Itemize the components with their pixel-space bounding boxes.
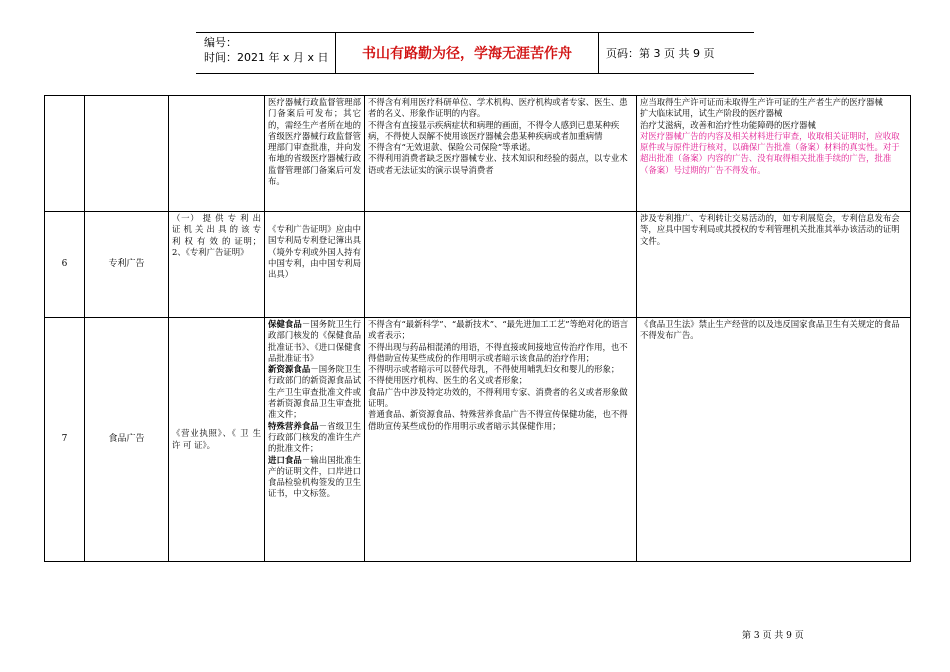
- page-footer: 第 3 页 共 9 页: [742, 631, 804, 641]
- prohibited-content: [365, 212, 637, 318]
- header-page-info: 页码：第 3 页 共 9 页: [606, 47, 715, 60]
- basis-text: －国务院卫生行政部门的新资源食品试生产卫生审查批准文件或者新资源食品卫生审查批准文件；: [268, 364, 361, 420]
- prohibit-item: 不得利用消费者缺乏医疗器械专业、技术知识和经验的弱点，以专业术语或者无法证实的演示误导消费者: [368, 153, 628, 175]
- prohibit-item: 不得含有“最新科学”、“最新技术”、“最先进加工工艺”等绝对化的语言或者表示；: [368, 319, 629, 341]
- notes: [637, 96, 911, 212]
- prohibit-item: 不得出现与药品相混淆的用语，不得直接或间接地宣传治疗作用，也不得借助宣传某些成份的作用明示或者暗示该食品的治疗作用；: [368, 341, 628, 363]
- ad-type: [85, 96, 169, 212]
- basis-category: 新资源食品: [268, 364, 311, 375]
- note-item: 应当取得生产许可证而未取得生产许可证的生产者生产的医疗器械: [640, 97, 883, 107]
- required-docs: （一） 提 供 专 利 出 证 机 关 出 具 的 该 专 利 权 有 效 的 证明；2、《专利广告证明》: [169, 212, 265, 318]
- basis-category: 进口食品: [268, 454, 302, 465]
- basis-category: 特殊营养食品: [268, 420, 319, 431]
- header-time-label: 时间：2021 年 x 月 x 日: [204, 51, 329, 64]
- required-docs: 《营业执照》、《 卫 生 许 可 证》。: [169, 318, 265, 562]
- basis-text: －国务院卫生行政部门核发的《保健食品批准证书》、《进口保健食品批准证书》: [268, 319, 362, 363]
- note-item: 涉及专利推广、专利转让交易活动的，如专利展览会，专利信息发布会等，应具中国专利局或其授权的专利管理机关批准其举办该活动的证明文件。: [640, 213, 900, 246]
- prohibit-item: 不得使用医疗机构、医生的名义或者形象；: [368, 375, 528, 386]
- row-number: 7: [45, 318, 85, 562]
- row-number: 6: [45, 212, 85, 318]
- prohibited-content: [365, 96, 637, 212]
- prohibit-item: 不得含有直接显示疾病症状和病理的画面，不得令人感到已患某种疾病，不得使人误解不使用该医疗器械会患某种疾病或者加重病情: [368, 119, 620, 141]
- ad-type: 食品广告: [85, 318, 169, 562]
- approval-basis: 医疗器械行政监督管理部门备案后可发布；其它的，需经生产者所在地的省级医疗器械行政监督管理部门审查批准，并向发布地的省级医疗器械行政监督管理部门备案后可发布。: [265, 96, 365, 212]
- basis-category: 保健食品: [268, 319, 302, 329]
- ad-type: 专利广告: [85, 212, 169, 318]
- approval-basis: [265, 318, 365, 562]
- note-item: 《食品卫生法》禁止生产经营的以及违反国家食品卫生有关规定的食品不得发布广告。: [640, 319, 900, 341]
- prohibit-item: 不得明示或者暗示可以替代母乳，不得使用哺乳妇女和婴儿的形象；: [368, 364, 620, 375]
- prohibited-content: [365, 318, 637, 562]
- prohibit-item: 普通食品、新资源食品、特殊营养食品广告不得宣传保健功能，也不得借助宣传某些成份的作用明示或者暗示其保健作用；: [368, 409, 628, 431]
- note-item: 治疗艾滋病，改善和治疗性功能障碍的医疗器械: [640, 119, 816, 130]
- header-motto: 书山有路勤为径，学海无涯苦作舟: [336, 33, 599, 73]
- prohibit-item: 食品广告中涉及特定功效的，不得利用专家、消费者的名义或者形象做证明。: [368, 386, 628, 409]
- header-meta: [196, 33, 336, 73]
- review-note-highlight: 对医疗器械广告的内容及相关材料进行审查，收取相关证明时，应收取原件或与原件进行核对，以确保广告批准（备案）材料的真实性。对于超出批准（备案）内容的广告、没有取得相关批准手续的广告，批准（备案）号过期的广告不得发布。: [640, 130, 900, 175]
- required-docs: [169, 96, 265, 212]
- header-number-label: 编号：: [204, 36, 237, 49]
- prohibit-item: 不得含有“无效退款、保险公司保险”等承诺。: [368, 142, 536, 153]
- basis-text: －输出国批准生产的证明文件，口岸进口食品检验机构签发的卫生证书，中文标签。: [268, 454, 362, 499]
- table-row: [45, 318, 911, 562]
- row-number: [45, 96, 85, 212]
- notes: [637, 318, 911, 562]
- note-item: 扩大临床试用，试生产阶段的医疗器械: [640, 108, 783, 119]
- page-header: [196, 32, 754, 74]
- prohibit-item: 不得含有利用医疗科研单位、学术机构、医疗机构或者专家、医生、患者的名义、形象作证明的内容。: [368, 97, 628, 119]
- regulation-table: [44, 95, 911, 562]
- notes: [637, 212, 911, 318]
- table-row: [45, 212, 911, 318]
- table-row: [45, 96, 911, 212]
- approval-basis: 《专利广告证明》应由中国专利局专利登记簿出具（境外专利或外国人持有中国专利，由中国专利局出具）: [265, 212, 365, 318]
- basis-text: －省级卫生行政部门核发的准许生产的批准文件；: [268, 420, 362, 454]
